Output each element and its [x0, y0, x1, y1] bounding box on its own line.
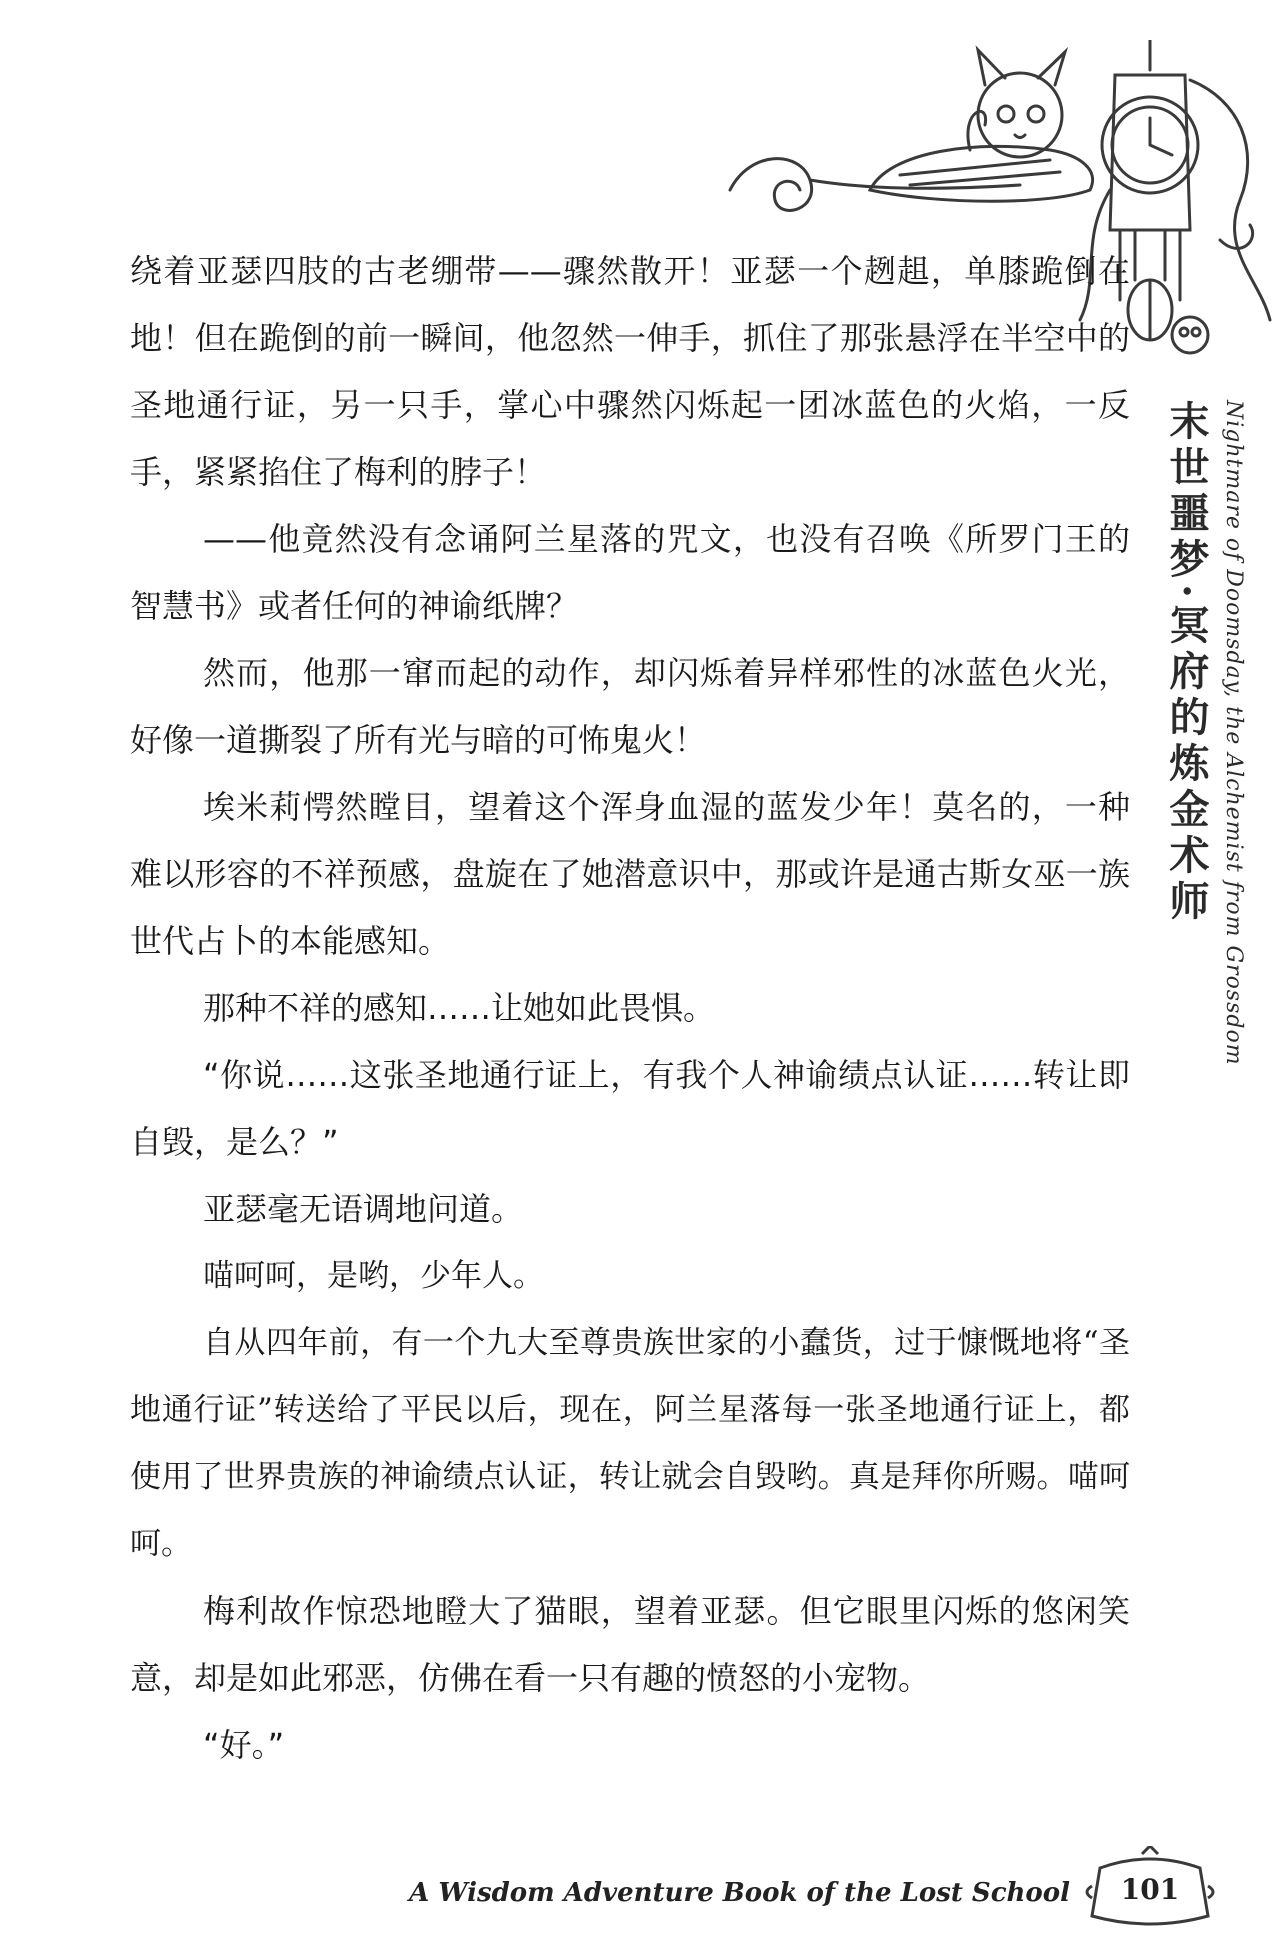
side-title-chinese: 末世噩梦·冥府的炼金术师: [1163, 400, 1210, 926]
paragraph-narration: 喵呵呵，是哟，少年人。: [203, 1258, 544, 1294]
paragraph-narration: 自从四年前，有一个九大至尊贵族世家的小蠢货，过于慷慨地将“圣地通行证”转送给了平民以后，现在，阿兰星落每一张圣地通行证上，都使用了世界贵族的神谕绩点认证，转让就会自毁哟。真是拜你所赐。喵呵呵。: [130, 1325, 1130, 1562]
paragraph: “好。”: [203, 1726, 285, 1764]
paragraph: ——他竟然没有念诵阿兰星落的咒文，也没有召唤《所罗门王的智慧书》或者任何的神谕纸牌？: [130, 520, 1130, 625]
vertical-series-title: [1142, 400, 1262, 1066]
paragraph: 梅利故作惊恐地瞪大了猫眼，望着亚瑟。但它眼里闪烁的悠闲笑意，却是如此邪恶，仿佛在看一只有趣的愤怒的小宠物。: [130, 1592, 1130, 1697]
side-title-english: Nightmare of Doomsday, the Alchemist from Grossdom: [1221, 400, 1246, 1066]
series-footer-text: A Wisdom Adventure Book of the Lost School: [409, 1878, 1070, 1908]
paragraph: 亚瑟毫无语调地问道。: [203, 1190, 524, 1228]
paragraph: 然而，他那一窜而起的动作，却闪烁着异样邪性的冰蓝色火光，好像一道撕裂了所有光与暗的可怖鬼火！: [130, 654, 1130, 759]
paragraph: 绕着亚瑟四肢的古老绷带——骤然散开！亚瑟一个趔趄，单膝跪倒在地！但在跪倒的前一瞬间，他忽然一伸手，抓住了那张悬浮在半空中的圣地通行证，另一只手，掌心中骤然闪烁起一团冰蓝色的火焰，一反手，紧紧掐住了梅利的脖子！: [130, 252, 1130, 491]
paragraph: 埃米莉愕然瞠目，望着这个浑身血湿的蓝发少年！莫名的，一种难以形容的不祥预感，盘旋在了她潜意识中，那或许是通古斯女巫一族世代占卜的本能感知。: [130, 788, 1130, 960]
paragraph: 那种不祥的感知……让她如此畏惧。: [203, 989, 716, 1027]
paragraph: “你说……这张圣地通行证上，有我个人神谕绩点认证……转让即自毁，是么？”: [130, 1056, 1130, 1161]
page-footer: [0, 1798, 1280, 1958]
body-text: [130, 238, 1130, 1779]
page-number: 101: [1120, 1873, 1180, 1906]
